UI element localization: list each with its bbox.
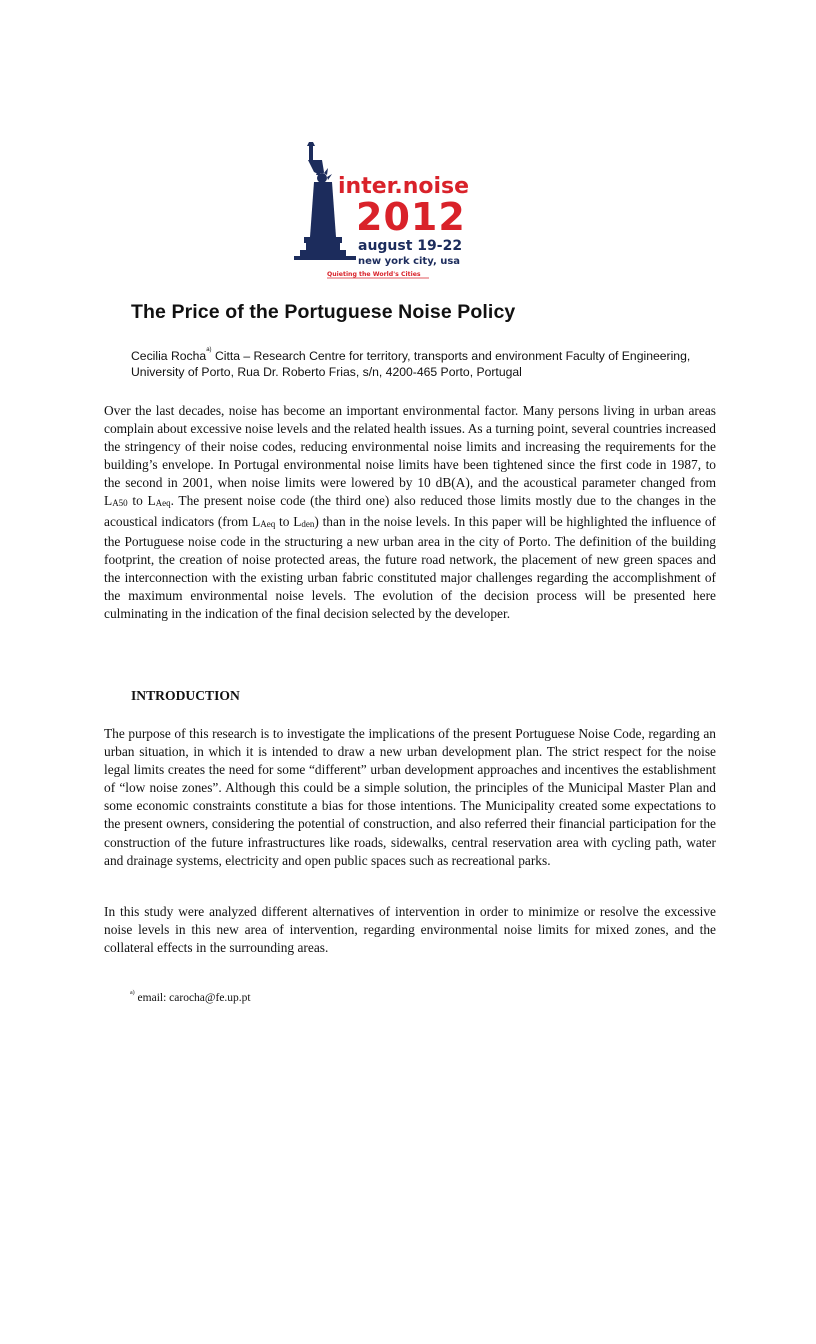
author-mark: a) [206, 347, 212, 353]
symbol-laeq-2: LAeq [252, 513, 276, 529]
symbol-lden: Lden [293, 513, 315, 529]
footnote [130, 990, 251, 1004]
symbol-laeq: LAeq [147, 493, 171, 509]
author-affiliation [131, 342, 711, 380]
abstract: Over the last decades, noise has become an important environmental factor. Many persons living in urban areas complain about excessive noise levels and the related health issues. As a turning point, several countries increased the stringency of their noise codes, reducing environmental noise limits and increasing the requirements for the building’s envelope. In Portugal environmental noise limits have been tightened since the first code in 1987, to the second in 2001, when noise limits were lowered by 10 dB(A), and the acoustical parameter changed from LA50 to LAeq. The present noise code (the third one) also reduced those limits mostly due to the changes in the acoustical indicators (from LAeq to Lden) than in the noise levels. In this paper will be highlighted the influence of the Portuguese noise code in the structuring a new urban area in the city of Porto. The definition of the building footprint, the creation of noise protected areas, the future road network, the placement of new green spaces and the interconnection with the existing urban fabric constituted major challenges regarding the accomplishment of the maximum environmental noise levels. The evolution of the decision process will be presented here culminating in the indication of the final decision selected by the developer. [104, 403, 716, 622]
logo-name: inter.noise [338, 174, 470, 199]
logo-dates: august 19-22 [358, 238, 463, 254]
logo-year: 2012 [356, 195, 466, 239]
author-name: Cecilia Rocha [131, 349, 207, 363]
logo-place: new york city, usa [358, 256, 461, 267]
intro-paragraph-2: In this study were analyzed different alternatives of intervention in order to minimize or resolve the excessive noise levels in this new area of intervention, regarding environmental noise limits for mixed zones, and the collateral effects in the surrounding areas. [104, 904, 716, 956]
paper-title: The Price of the Portuguese Noise Policy [131, 301, 516, 323]
abstract-part-3: ) than in the noise levels. In this paper will be highlighted the influence of the Portuguese noise code in the structuring a new urban area in the city of Porto. The definition of the building footprint, the creation of noise protected areas, the future road network, the placement of new green spaces and the interconnection with the existing urban fabric constituted major challenges regarding the accomplishment of the maximum environmental noise levels. The evolution of the decision process will be presented here culminating in the indication of the final decision selected by the developer. [104, 513, 716, 622]
abstract-part-2: . The present noise code (the third one) also reduced those limits mostly due to the changes in the acoustical indicators (from [104, 493, 716, 529]
symbol-la50: LA50 [104, 493, 128, 509]
abstract-part-1: Over the last decades, noise has become an important environmental factor. Many persons living in urban areas complain about excessive noise levels and the related health issues. As a turning point, several countries increased the stringency of their noise codes, reducing environmental noise limits and increasing the requirements for the building’s envelope. In Portugal environmental noise limits have been tightened since the first code in 1987, to the second in 2001, when noise limits were lowered by 10 dB(A), and the acoustical parameter changed from [104, 403, 716, 491]
statue-of-liberty-icon [294, 142, 356, 260]
conference-logo [292, 142, 472, 282]
logo-tagline: Quieting the World's Cities [327, 271, 421, 278]
footnote-mark: a) [130, 990, 135, 996]
affiliation-text: Citta – Research Centre for territory, transports and environment Faculty of Engineering, University of Porto, Rua Dr. Roberto Frias, s/n, 4200-465 Porto, Portugal [131, 349, 691, 379]
footnote-email: email: carocha@fe.up.pt [137, 992, 251, 1004]
intro-paragraph-1: The purpose of this research is to investigate the implications of the present Portuguese Noise Code, regarding an urban situation, in which it is intended to draw a new urban development plan. The strict respect for the noise legal limits creates the need for some “different” urban development approaches and incentives the establishment of “low noise zones”. Although this could be a simple solution, the principles of the Municipal Master Plan and some economic constraints constitute a bias for those intentions. The Municipality created some expectations to the present owners, considering the potential of construction, and also referred their financial participation for the construction of the future infrastructures like roads, sidewalks, central reservation area with cycling path, water and drainage systems, electricity and open public spaces such as recreational parks. [104, 726, 716, 868]
section-heading-introduction: INTRODUCTION [131, 688, 240, 703]
